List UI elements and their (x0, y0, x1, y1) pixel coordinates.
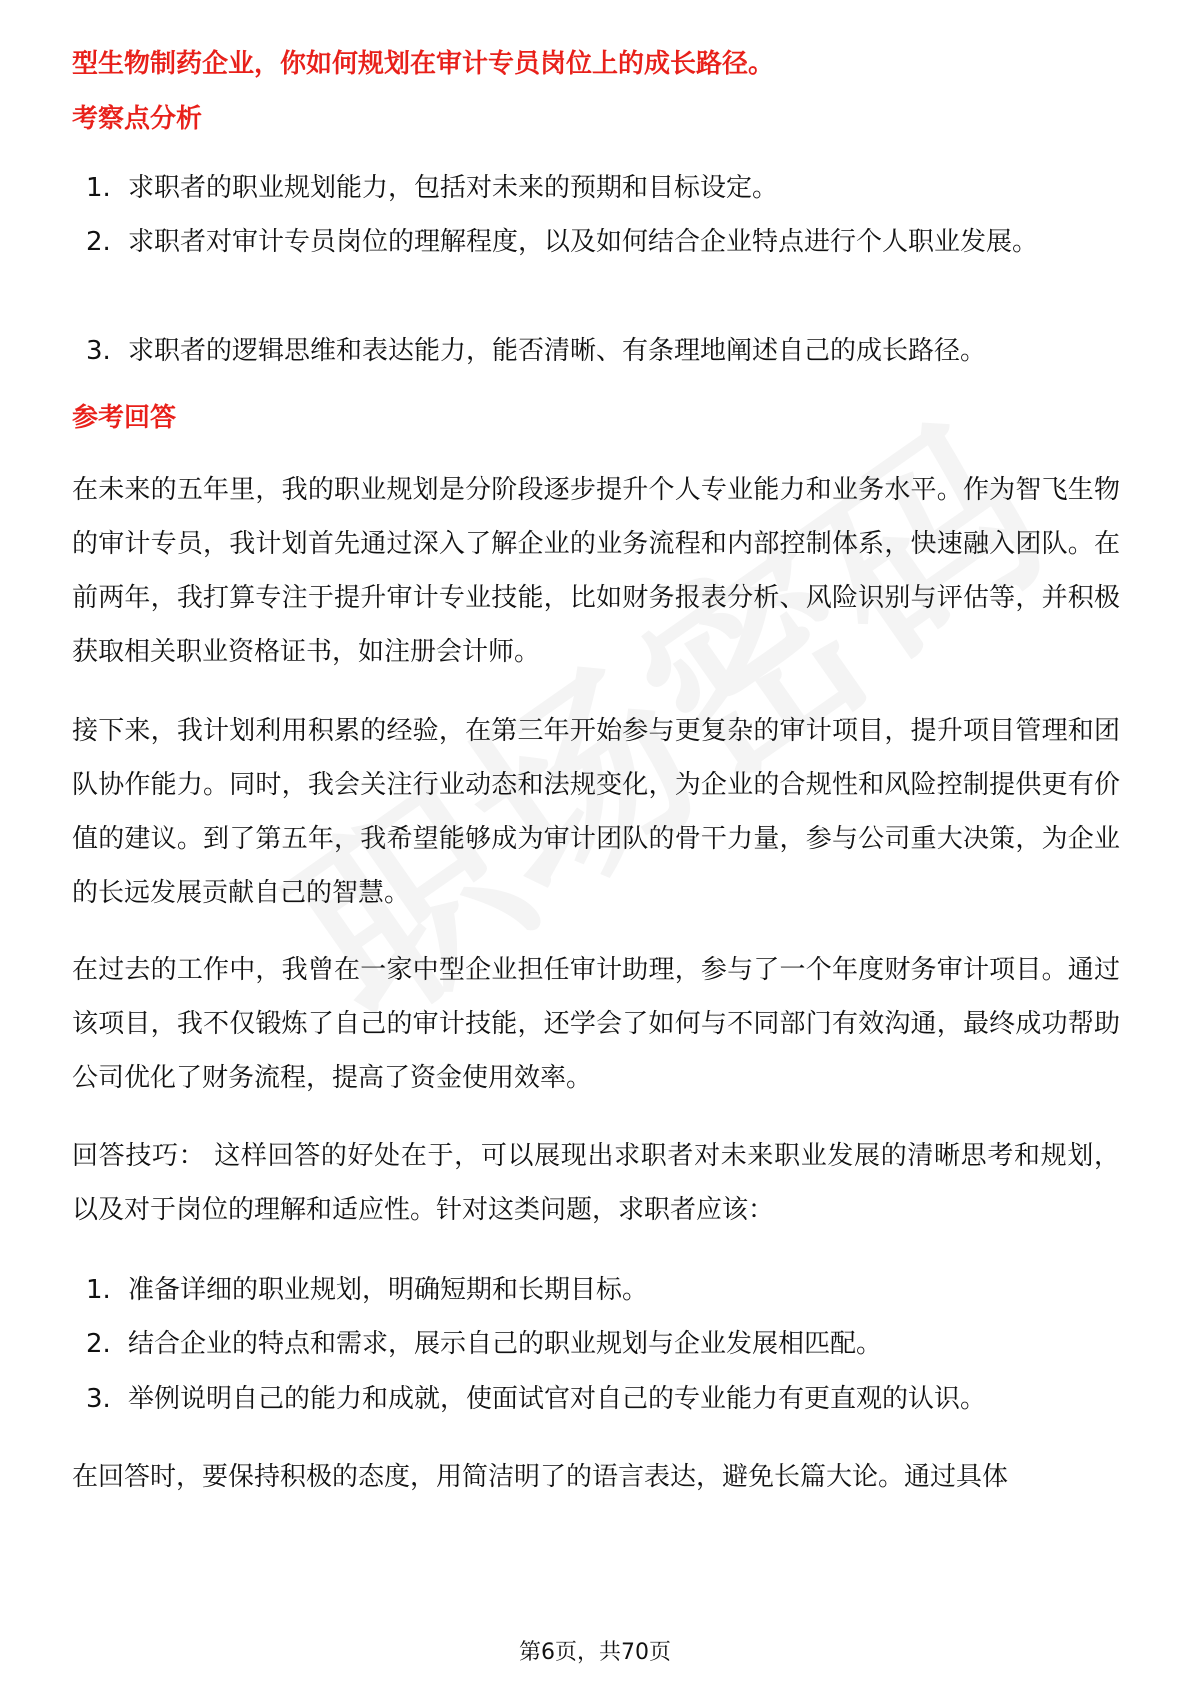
answer-paragraph: 在未来的五年里，我的职业规划是分阶段逐步提升个人专业能力和业务水平。作为智飞生物的审计专员，我计划首先通过深入了解企业的业务流程和内部控制体系，快速融入团队。在前两年，我打算专注于提升审计专业技能，比如财务报表分析、风险识别与评估等，并积极获取相关职业资格证书，如注册会计师。 (72, 475, 1120, 667)
answer-paragraph: 在过去的工作中，我曾在一家中型企业担任审计助理，参与了一个年度财务审计项目。通过该项目，我不仅锻炼了自己的审计技能，还学会了如何与不同部门有效沟通，最终成功帮助公司优化了财务流程，提高了资金使用效率。 (72, 955, 1120, 1093)
list-number: 2. (86, 1329, 111, 1359)
answer-heading: 参考回答 (72, 403, 177, 433)
list-item (86, 323, 1126, 379)
list-item (86, 1371, 1126, 1427)
list-text: 举例说明自己的能力和成就，使面试官对自己的专业能力有更直观的认识。 (128, 1384, 987, 1414)
list-item (86, 1262, 1126, 1318)
list-number: 3. (86, 336, 111, 366)
list-item (86, 1316, 1126, 1372)
list-text: 求职者的职业规划能力，包括对未来的预期和目标设定。 (128, 173, 779, 203)
list-number: 1. (86, 173, 111, 203)
page-footer: 第6页，共70页 (519, 1640, 671, 1665)
list-text: 求职者对审计专员岗位的理解程度，以及如何结合企业特点进行个人职业发展。 (128, 227, 1039, 257)
tips-paragraph: 回答技巧： 这样回答的好处在于，可以展现出求职者对未来职业发展的清晰思考和规划，以及对于岗位的理解和适应性。针对这类问题，求职者应该： (72, 1141, 1120, 1225)
analysis-heading: 考察点分析 (72, 104, 203, 134)
list-text: 结合企业的特点和需求，展示自己的职业规划与企业发展相匹配。 (128, 1329, 883, 1359)
list-number: 2. (86, 227, 111, 257)
list-text: 准备详细的职业规划，明确短期和长期目标。 (128, 1275, 649, 1305)
question-title: 型生物制药企业，你如何规划在审计专员岗位上的成长路径。 (72, 49, 775, 79)
list-item (86, 160, 1126, 216)
list-item (86, 214, 1046, 270)
list-text: 求职者的逻辑思维和表达能力，能否清晰、有条理地阐述自己的成长路径。 (128, 336, 987, 366)
list-number: 3. (86, 1384, 111, 1414)
closing-paragraph: 在回答时，要保持积极的态度，用简洁明了的语言表达，避免长篇大论。通过具体 (72, 1462, 1009, 1492)
list-number: 1. (86, 1275, 111, 1305)
answer-paragraph: 接下来，我计划利用积累的经验，在第三年开始参与更复杂的审计项目，提升项目管理和团队协作能力。同时，我会关注行业动态和法规变化，为企业的合规性和风险控制提供更有价值的建议。到了第五年，我希望能够成为审计团队的骨干力量，参与公司重大决策，为企业的长远发展贡献自己的智慧。 (72, 716, 1120, 908)
